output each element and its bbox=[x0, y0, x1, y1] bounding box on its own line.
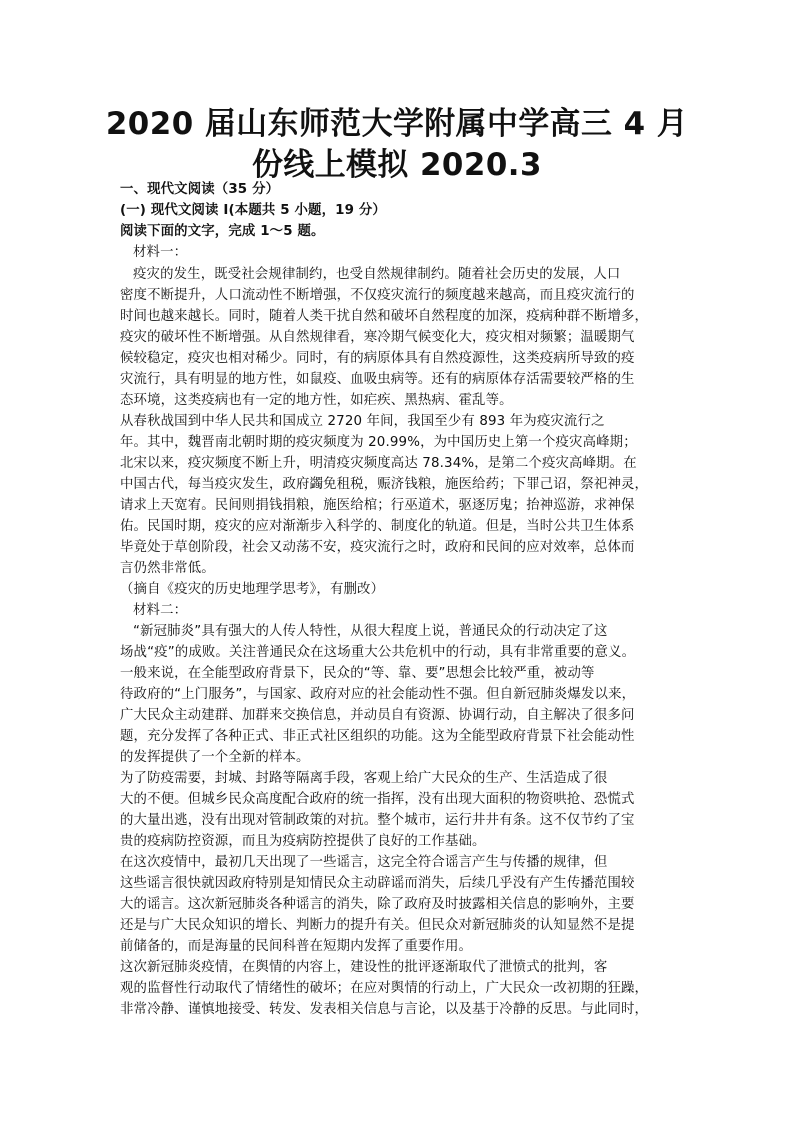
paragraph-line: 请求上天宽宥。民间则捐钱捐粮，施医给棺；行巫道术，驱逐厉鬼；抬神巡游，求神保 bbox=[120, 498, 635, 513]
reading-instruction: 阅读下面的文字，完成 1～5 题。 bbox=[120, 224, 325, 239]
paragraph-line: 年。其中，魏晋南北朝时期的疫灾频度为 20.99%，为中国历史上第一个疫灾高峰期； bbox=[120, 435, 637, 450]
paragraph-line: 毕竟处于草创阶段，社会又动荡不安，疫灾流行之时，政府和民间的应对效率，总体而 bbox=[120, 540, 635, 555]
document-title-line-1: 2020 届山东师范大学附属中学高三 4 月 bbox=[105, 106, 689, 142]
paragraph-line: 大的谣言。这次新冠肺炎各种谣言的消失，除了政府及时披露相关信息的影响外，主要 bbox=[120, 897, 635, 912]
paragraph-line: 非常冷静、谨慎地接受、转发、发表相关信息与言论，以及基于冷静的反思。与此同时， bbox=[120, 1002, 649, 1017]
paragraph-line: 广大民众主动建群、加群来交换信息，并动员自有资源、协调行动，自主解决了很多问 bbox=[120, 708, 635, 723]
paragraph-line: 这次新冠肺炎疫情，在舆情的内容上，建设性的批评逐渐取代了泄愤式的批判，客 bbox=[120, 960, 608, 975]
paragraph-line: 在这次疫情中，最初几天出现了一些谣言，这完全符合谣言产生与传播的规律，但 bbox=[120, 855, 608, 870]
paragraph-line: 前储备的，而是海量的民间科普在短期内发挥了重要作用。 bbox=[120, 939, 473, 954]
paragraph-line: 题，充分发挥了各种正式、非正式社区组织的功能。这为全能型政府背景下社会能动性 bbox=[120, 729, 635, 744]
paragraph-line: 大的不便。但城乡民众高度配合政府的统一指挥，没有出现大面积的物资哄抢、恐慌式 bbox=[120, 792, 635, 807]
paragraph-line: 贵的疫病防控资源，而且为疫病防控提供了良好的工作基础。 bbox=[120, 834, 486, 849]
paragraph-line: 密度不断提升，人口流动性不断增强，不仅疫灾流行的频度越来越高，而且疫灾流行的 bbox=[120, 288, 635, 303]
document-title-line-2: 份线上模拟 2020.3 bbox=[252, 147, 542, 183]
paragraph-line: 候较稳定，疫灾也相对稀少。同时，有的病原体具有自然疫源性，这类疫病所导致的疫 bbox=[120, 351, 635, 366]
paragraph-line: 言仍然非常低。 bbox=[120, 561, 215, 576]
paragraph-line: 为了防疫需要，封城、封路等隔离手段，客观上给广大民众的生产、生活造成了很 bbox=[120, 771, 608, 786]
material-1-source: （摘自《疫灾的历史地理学思考》，有删改） bbox=[120, 582, 385, 597]
paragraph-line: 从春秋战国到中华人民共和国成立 2720 年间，我国至少有 893 年为疫灾流行之 bbox=[120, 414, 605, 429]
paragraph-line: 还是与广大民众知识的增长、判断力的提升有关。但民众对新冠肺炎的认知显然不是提 bbox=[120, 918, 635, 933]
paragraph-line: 中国古代，每当疫灾发生，政府蠲免租税，赈济钱粮，施医给药；下罪己诏，祭祀神灵， bbox=[120, 477, 649, 492]
material-2-label: 材料二： bbox=[133, 603, 188, 618]
paragraph-line: 观的监督性行动取代了情绪性的破坏；在应对舆情的行动上，广大民众一改初期的狂躁， bbox=[120, 981, 649, 996]
paragraph-line: 时间也越来越长。同时，随着人类干扰自然和破坏自然程度的加深，疫病种群不断增多， bbox=[120, 309, 649, 324]
paragraph-line: 疫灾的发生，既受社会规律制约，也受自然规律制约。随着社会历史的发展，人口 bbox=[133, 267, 621, 282]
paragraph-line: 一般来说，在全能型政府背景下，民众的“等、靠、要”思想会比较严重，被动等 bbox=[120, 666, 595, 681]
paragraph-line: 这些谣言很快就因政府特别是知情民众主动辟谣而消失，后续几乎没有产生传播范围较 bbox=[120, 876, 635, 891]
paragraph-line: 佑。民国时期，疫灾的应对渐渐步入科学的、制度化的轨道。但是，当时公共卫生体系 bbox=[120, 519, 635, 534]
material-1-label: 材料一： bbox=[133, 245, 188, 260]
paragraph-line: 北宋以来，疫灾频度不断上升，明清疫灾频度高达 78.34%，是第二个疫灾高峰期。在 bbox=[120, 456, 637, 471]
subsection-heading: (一) 现代文阅读 I(本题共 5 小题，19 分） bbox=[120, 203, 386, 218]
paragraph-line: 待政府的“上门服务”，与国家、政府对应的社会能动性不强。但自新冠肺炎爆发以来， bbox=[120, 687, 636, 702]
paragraph-line: 灾流行，具有明显的地方性，如鼠疫、血吸虫病等。还有的病原体存活需要较严格的生 bbox=[120, 372, 635, 387]
paragraph-line: 场战“疫”的成败。关注普通民众在这场重大公共危机中的行动，具有非常重要的意义。 bbox=[120, 645, 636, 660]
paragraph-line: 的大量出逃，没有出现对管制政策的对抗。整个城市，运行井井有条。这不仅节约了宝 bbox=[120, 813, 635, 828]
paragraph-line: “新冠肺炎”具有强大的人传人特性，从很大程度上说，普通民众的行动决定了这 bbox=[133, 624, 608, 639]
paragraph-line: 疫灾的破坏性不断增强。从自然规律看，寒冷期气候变化大，疫灾相对频繁；温暖期气 bbox=[120, 330, 635, 345]
paragraph-line: 态环境，这类疫病也有一定的地方性，如疟疾、黑热病、霍乱等。 bbox=[120, 393, 513, 408]
paragraph-line: 的发挥提供了一个全新的样本。 bbox=[120, 750, 310, 765]
section-heading: 一、现代文阅读（35 分） bbox=[120, 182, 280, 197]
